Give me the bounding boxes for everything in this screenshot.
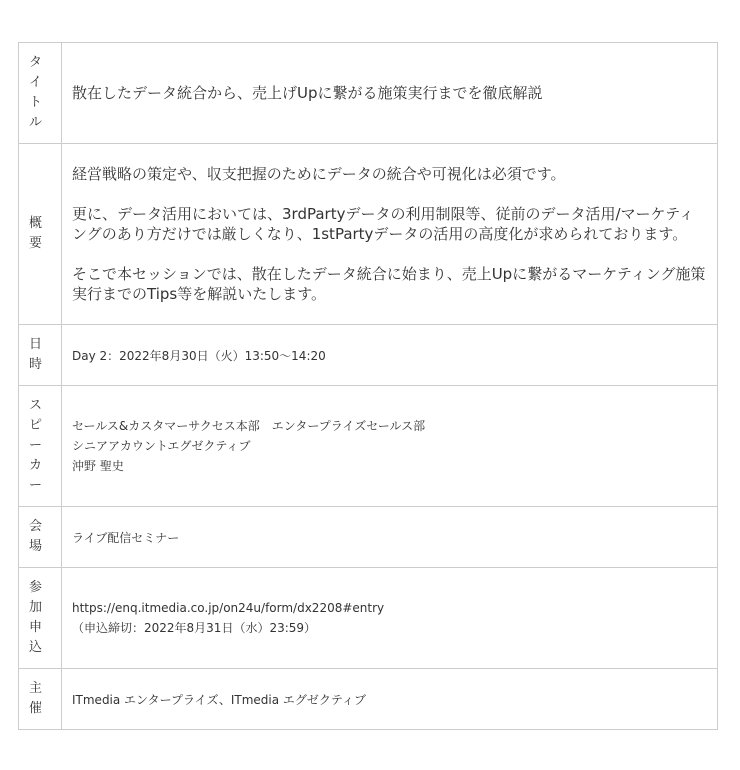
value-cell-summary [62, 144, 718, 325]
table-row-host [19, 669, 718, 730]
apply-url-link[interactable]: https://enq.itmedia.co.jp/on24u/form/dx2208#entry [72, 601, 385, 615]
speaker-name: 沖野 聖史 [72, 459, 124, 473]
table-row-venue [19, 507, 718, 568]
row-label-venue: 会場 [29, 519, 43, 554]
venue-value: ライブ配信セミナー [72, 530, 180, 545]
row-label-host: 主催 [29, 681, 43, 716]
table-row-speaker [19, 386, 718, 507]
session-title: 散在したデータ統合から、売上げUpに繋がる施策実行までを徹底解説 [72, 84, 543, 102]
label-cell-summary [19, 144, 62, 325]
speaker-department: セールス&カスタマーサクセス本部 エンタープライズセールス部 [72, 419, 426, 433]
table-row-title [19, 43, 718, 144]
value-cell-apply [62, 568, 718, 669]
summary-paragraph-1: 経営戦略の策定や、収支把握のためにデータの統合や可視化は必須です。 [72, 165, 566, 183]
label-cell-title [19, 43, 62, 144]
event-info-table [18, 42, 718, 730]
label-cell-host [19, 669, 62, 730]
session-datetime: Day 2：2022年8月30日（火）13:50～14:20 [72, 348, 326, 363]
value-cell-datetime [62, 325, 718, 386]
value-cell-host [62, 669, 718, 730]
row-label-apply: 参加申込 [29, 580, 43, 655]
apply-deadline: （申込締切：2022年8月31日（水）23:59） [72, 621, 317, 635]
row-label-title: タイトル [29, 55, 43, 130]
row-label-summary: 概要 [29, 216, 43, 251]
table-row-summary [19, 144, 718, 325]
summary-paragraph-2: 更に、データ活用においては、3rdPartyデータの利用制限等、従前のデータ活用/マーケティングのあり方だけでは厳しくなり、1stPartyデータの活用の高度化が求められております。 [72, 205, 695, 243]
label-cell-speaker [19, 386, 62, 507]
table-row-datetime [19, 325, 718, 386]
value-cell-venue [62, 507, 718, 568]
table-row-apply [19, 568, 718, 669]
label-cell-datetime [19, 325, 62, 386]
label-cell-apply [19, 568, 62, 669]
label-cell-venue [19, 507, 62, 568]
summary-paragraph-3: そこで本セッションでは、散在したデータ統合に始まり、売上Upに繋がるマーケティング施策実行までのTips等を解説いたします。 [72, 265, 706, 303]
value-cell-title [62, 43, 718, 144]
speaker-position: シニアアカウントエグゼクティブ [72, 439, 251, 453]
row-label-datetime: 日時 [29, 337, 43, 372]
value-cell-speaker [62, 386, 718, 507]
host-value: ITmedia エンタープライズ、ITmedia エグゼクティブ [72, 692, 366, 707]
row-label-speaker: スピーカー [29, 398, 43, 493]
